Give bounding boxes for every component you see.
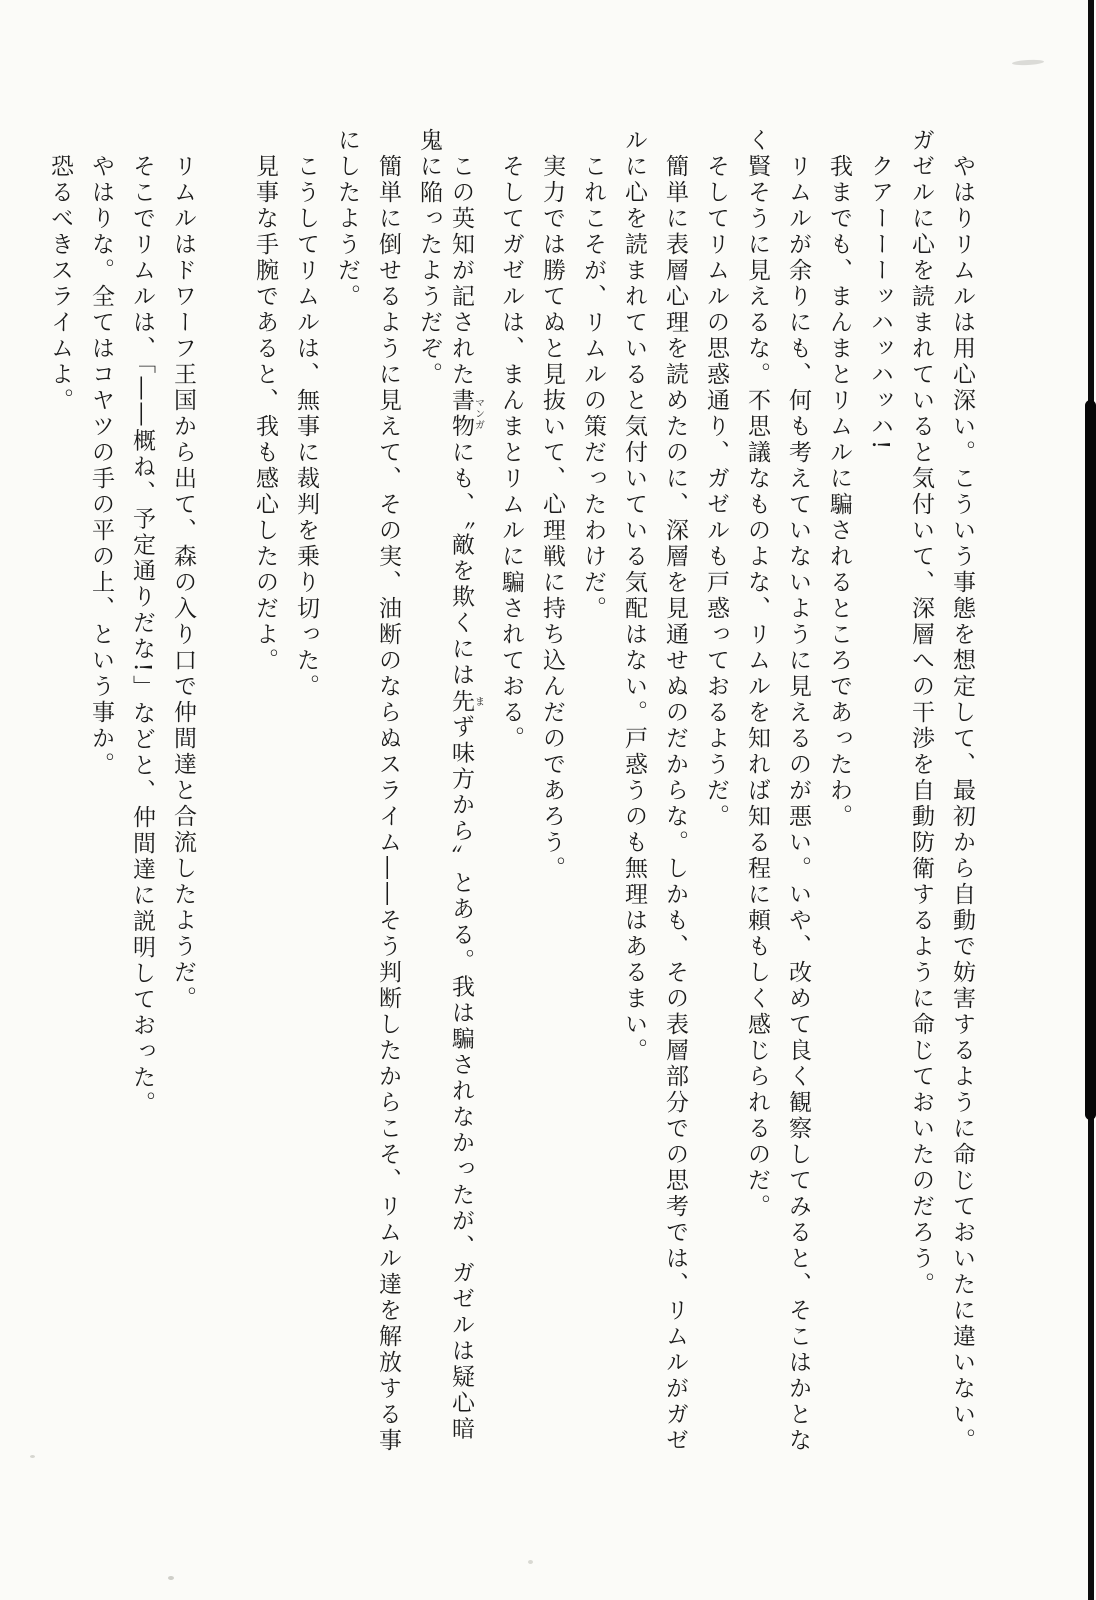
scan-speck bbox=[528, 1560, 533, 1564]
text-column: そしてガゼルは、まんまとリムルに騙されておる。 bbox=[498, 154, 524, 752]
text-column: こうしてリムルは、無事に裁判を乗り切った。 bbox=[293, 154, 319, 700]
text-column: クアーーーッハッハッハ! bbox=[867, 154, 893, 453]
text-column: にしたようだ。 bbox=[334, 128, 360, 310]
scan-speck bbox=[168, 1576, 174, 1580]
text-column: そしてリムルの思惑通り、ガゼルも戸惑っておるようだ。 bbox=[703, 154, 729, 830]
text-column: この英知が記された書物マンガにも、〝敵を欺くには先まず味方から〟とある。我は騙されなかったが、ガゼルは疑心暗 bbox=[448, 154, 484, 1443]
text-column: これこそが、リムルの策だったわけだ。 bbox=[580, 154, 606, 622]
scan-speck bbox=[30, 1455, 35, 1458]
text-column: リムルが余りにも、何も考えていないように見えるのが悪い。いや、改めて良く観察してみると、そこはかとな bbox=[785, 154, 811, 1454]
page-text bbox=[30, 128, 975, 1468]
text-column: 実力では勝てぬと見抜いて、心理戦に持ち込んだのであろう。 bbox=[539, 154, 565, 882]
text-column: 恐るべきスライムよ。 bbox=[47, 154, 73, 414]
text-column: 我までも、まんまとリムルに騙されるところであったわ。 bbox=[826, 154, 852, 830]
text-column: 簡単に倒せるように見えて、その実、油断のならぬスライム――そう判断したからこそ、リムル達を解放する事 bbox=[375, 154, 401, 1454]
text-column: ガゼルに心を読まれていると気付いて、深層への干渉を自動防衛するように命じておいたのだろう。 bbox=[908, 128, 934, 1298]
text-column: リムルはドワーフ王国から出て、森の入り口で仲間達と合流したようだ。 bbox=[170, 154, 196, 1012]
page-gutter-shadow-thick bbox=[1085, 400, 1096, 1120]
text-column: やはりな。全てはコヤツの手の平の上、という事か。 bbox=[88, 154, 114, 778]
text-column: やはりリムルは用心深い。こういう事態を想定して、最初から自動で妨害するように命じておいたに違いない。 bbox=[949, 154, 975, 1454]
text-column: そこでリムルは、「――概ね、予定通りだな!」などと、仲間達に説明しておった。 bbox=[129, 154, 155, 1117]
text-column: 鬼に陥ったようだぞ。 bbox=[416, 128, 442, 388]
text-column: く賢そうに見えるな。不思議なものよな、リムルを知れば知る程に頼もしく感じられるのだ。 bbox=[744, 128, 770, 1220]
ruby-annotated-word: 先ま bbox=[448, 688, 484, 715]
text-column: 簡単に表層心理を読めたのに、深層を見通せぬのだからな。しかも、その表層部分での思考では、リムルがガゼ bbox=[662, 154, 688, 1454]
text-column: ルに心を読まれていると気付いている気配はない。戸惑うのも無理はあるまい。 bbox=[621, 128, 647, 1064]
text-column: 見事な手腕であると、我も感心したのだよ。 bbox=[252, 154, 278, 674]
ruby-annotated-word: 書物マンガ bbox=[448, 388, 484, 440]
blank-column bbox=[211, 128, 237, 154]
scan-smudge bbox=[1012, 59, 1044, 66]
